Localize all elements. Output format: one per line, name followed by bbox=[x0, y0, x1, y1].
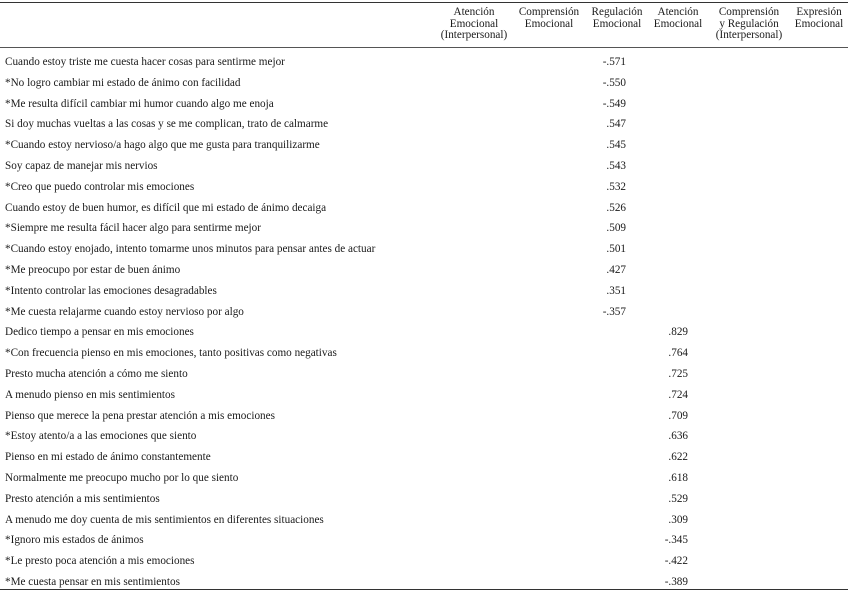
item-text: Soy capaz de manejar mis nervios bbox=[5, 159, 158, 172]
loading-value: .509 bbox=[606, 222, 626, 235]
loading-value: .501 bbox=[606, 243, 626, 256]
header-atencion-interpersonal: Atención Emocional (Interpersonal) bbox=[440, 6, 508, 42]
loading-value: .532 bbox=[606, 180, 626, 193]
table-row bbox=[0, 447, 850, 468]
item-text: Cuando estoy triste me cuesta hacer cosas para sentirme mejor bbox=[5, 56, 285, 68]
header-expresion-emocional: Expresión Emocional bbox=[794, 6, 844, 30]
header-comprension-regulacion-interpersonal: Comprensión y Regulación (Interpersonal) bbox=[715, 6, 783, 42]
loading-value: .547 bbox=[606, 118, 626, 131]
table-row bbox=[0, 52, 850, 73]
item-text: *Cuando estoy enojado, intento tomarme unos minutos para pensar antes de actuar bbox=[5, 243, 376, 256]
loading-value: .526 bbox=[606, 201, 626, 214]
table-row bbox=[0, 114, 850, 135]
loading-value: -.422 bbox=[664, 555, 688, 568]
item-text: A menudo pienso en mis sentimientos bbox=[5, 388, 175, 401]
header-regulacion-emocional: Regulación Emocional bbox=[591, 6, 643, 30]
table-row bbox=[0, 364, 850, 385]
loading-value: .618 bbox=[668, 471, 688, 484]
item-text: *Me preocupo por estar de buen ánimo bbox=[5, 263, 181, 276]
bottom-rule bbox=[0, 589, 848, 590]
table-row bbox=[0, 94, 850, 115]
table-row bbox=[0, 135, 850, 156]
item-text: *Cuando estoy nervioso/a hago algo que me gusta para tranquilizarme bbox=[5, 139, 320, 152]
loading-value: -.550 bbox=[602, 76, 626, 89]
top-rule bbox=[0, 2, 848, 3]
table-row bbox=[0, 510, 850, 531]
loading-value: .709 bbox=[668, 409, 688, 422]
item-text: *Le presto poca atención a mis emociones bbox=[5, 555, 195, 568]
loading-value: .622 bbox=[668, 451, 688, 464]
table-row bbox=[0, 406, 850, 427]
table-row bbox=[0, 73, 850, 94]
loading-value: .351 bbox=[606, 284, 626, 297]
table-row bbox=[0, 551, 850, 572]
loading-value: .764 bbox=[668, 347, 688, 360]
table-body bbox=[0, 52, 850, 593]
table-row bbox=[0, 177, 850, 198]
loading-value: .636 bbox=[668, 430, 688, 443]
table-row bbox=[0, 530, 850, 551]
item-text: *Me resulta difícil cambiar mi humor cuando algo me enoja bbox=[5, 97, 274, 110]
item-text: Dedico tiempo a pensar en mis emociones bbox=[5, 326, 194, 339]
table-row bbox=[0, 239, 850, 260]
item-text: Presto mucha atención a cómo me siento bbox=[5, 367, 188, 380]
header-atencion-emocional: Atención Emocional bbox=[653, 6, 703, 30]
table-row bbox=[0, 302, 850, 323]
table-row bbox=[0, 385, 850, 406]
loading-value: .543 bbox=[606, 159, 626, 172]
loading-value: -.357 bbox=[602, 305, 626, 318]
table-row bbox=[0, 322, 850, 343]
loading-value: .724 bbox=[668, 388, 688, 401]
item-text: *Me cuesta pensar en mis sentimientos bbox=[5, 575, 180, 588]
loading-value: -.549 bbox=[602, 97, 626, 110]
loading-value: -.345 bbox=[664, 534, 688, 547]
header-comprension-emocional: Comprensión Emocional bbox=[518, 6, 580, 30]
item-text: *Estoy atento/a a las emociones que siento bbox=[5, 430, 197, 443]
table-row bbox=[0, 489, 850, 510]
loading-value: .309 bbox=[668, 513, 688, 526]
table-row bbox=[0, 281, 850, 302]
item-text: A menudo me doy cuenta de mis sentimientos en diferentes situaciones bbox=[5, 513, 324, 526]
table-row bbox=[0, 198, 850, 219]
item-text: *No logro cambiar mi estado de ánimo con facilidad bbox=[5, 76, 241, 89]
item-text: Cuando estoy de buen humor, es difícil que mi estado de ánimo decaiga bbox=[5, 201, 327, 214]
header-rule bbox=[0, 47, 848, 48]
loading-value: .725 bbox=[668, 367, 688, 380]
item-text: *Con frecuencia pienso en mis emociones, tanto positivas como negativas bbox=[5, 347, 337, 360]
table-row bbox=[0, 426, 850, 447]
item-text: *Ignoro mis estados de ánimos bbox=[5, 534, 144, 547]
item-text: Pienso en mi estado de ánimo constantemente bbox=[5, 451, 211, 464]
table-row bbox=[0, 343, 850, 364]
item-text: *Intento controlar las emociones desagradables bbox=[5, 284, 217, 297]
table-row bbox=[0, 218, 850, 239]
item-text: *Creo que puedo controlar mis emociones bbox=[5, 180, 195, 193]
loading-value: -.571 bbox=[602, 56, 626, 68]
table-row bbox=[0, 156, 850, 177]
loading-value: .829 bbox=[668, 326, 688, 339]
item-text: Presto atención a mis sentimientos bbox=[5, 492, 160, 505]
item-text: *Siempre me resulta fácil hacer algo para sentirme mejor bbox=[5, 222, 261, 235]
item-text: Pienso que merece la pena prestar atención a mis emociones bbox=[5, 409, 275, 422]
table-row bbox=[0, 260, 850, 281]
table-row bbox=[0, 468, 850, 489]
item-text: Normalmente me preocupo mucho por lo que siento bbox=[5, 471, 239, 484]
loading-value: .545 bbox=[606, 139, 626, 152]
item-text: *Me cuesta relajarme cuando estoy nervioso por algo bbox=[5, 305, 244, 318]
loading-value: -.389 bbox=[664, 575, 688, 588]
loading-value: .427 bbox=[606, 263, 626, 276]
loading-value: .529 bbox=[668, 492, 688, 505]
item-text: Si doy muchas vueltas a las cosas y se me complican, trato de calmarme bbox=[5, 118, 329, 131]
